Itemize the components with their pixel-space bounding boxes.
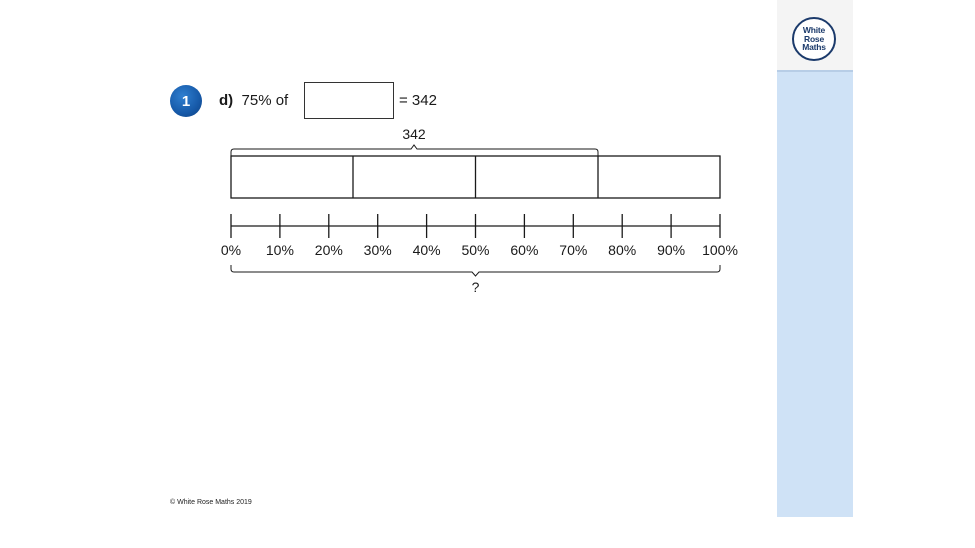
equals-value: = 342 bbox=[399, 92, 437, 109]
top-bracket-label: 342 bbox=[402, 126, 426, 142]
copyright-footer: © White Rose Maths 2019 bbox=[170, 499, 252, 506]
logo-line-3: Maths bbox=[802, 42, 826, 53]
number-line-label: 60% bbox=[510, 242, 539, 258]
number-line-label: 100% bbox=[702, 242, 738, 258]
number-line-label: 70% bbox=[559, 242, 588, 258]
number-line-labels bbox=[221, 242, 738, 258]
number-line-label: 30% bbox=[363, 242, 392, 258]
question-part-label: d) bbox=[219, 92, 234, 109]
bottom-bracket bbox=[231, 265, 720, 276]
logo-line-2: Rose bbox=[804, 33, 824, 44]
number-line-label: 50% bbox=[461, 242, 490, 258]
logo-line-1: White bbox=[802, 25, 826, 36]
bottom-bracket-label: ? bbox=[471, 279, 480, 295]
number-line-label: 80% bbox=[608, 242, 637, 258]
question-prefix: 75% of bbox=[241, 92, 289, 109]
number-line-label: 90% bbox=[657, 242, 686, 258]
number-line-label: 10% bbox=[265, 242, 294, 258]
number-line-label: 40% bbox=[412, 242, 441, 258]
number-line-label: 0% bbox=[220, 242, 242, 258]
top-bracket bbox=[231, 145, 598, 156]
question-number: 1 bbox=[181, 92, 191, 110]
number-line-label: 20% bbox=[314, 242, 343, 258]
